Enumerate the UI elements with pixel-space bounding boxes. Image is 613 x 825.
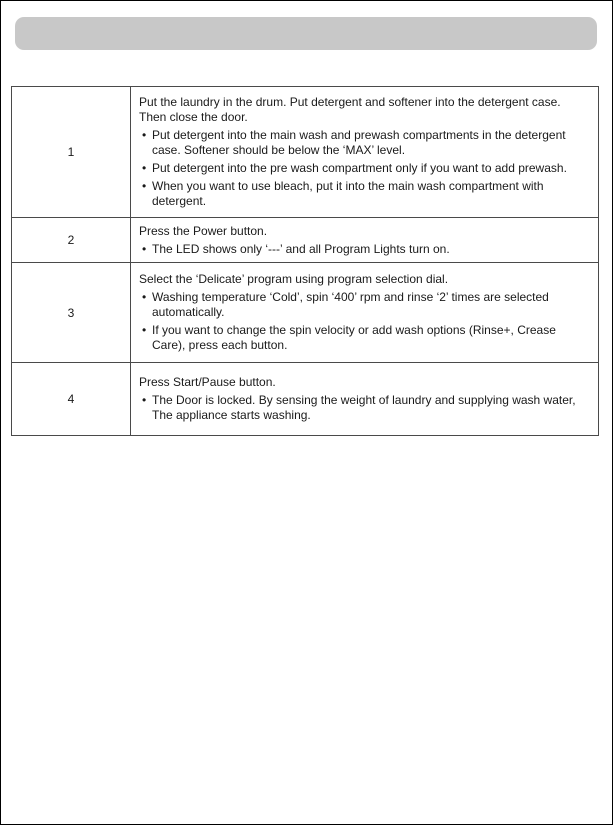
step-intro: Put the laundry in the drum. Put detergent and softener into the detergent case. Then close the door. [139,95,561,124]
step-bullet: • The Door is locked. By sensing the weight of laundry and supplying wash water, The appliance starts washing. [142,393,590,423]
step-number: 4 [12,363,131,436]
step-bullet-list [139,128,590,209]
step-intro: Press the Power button. [139,223,268,238]
step-intro: Press Start/Pause button. [139,375,276,389]
steps-table [11,86,599,436]
step-intro: Select the ‘Delicate’ program using program selection dial. [139,272,449,286]
step-bullet: • Washing temperature ‘Cold’, spin ‘400’ rpm and rinse ‘2’ times are selected automatically. [142,290,590,320]
step-bullet-list [139,393,590,423]
step-row [12,263,599,363]
step-bullet-list [139,290,590,353]
step-number: 1 [12,87,131,218]
step-number: 3 [12,263,131,363]
header-bar [15,17,597,50]
step-number: 2 [12,218,131,263]
step-bullet: • The LED shows only ‘---’ and all Program Lights turn on. [142,242,590,257]
step-bullet-list [139,242,590,257]
step-row [12,363,599,436]
step-description [131,263,599,363]
step-description [131,87,599,218]
step-row [12,218,599,263]
step-description [131,363,599,436]
step-bullet: • When you want to use bleach, put it into the main wash compartment with detergent. [142,179,590,209]
step-description [131,218,599,263]
step-bullet: • Put detergent into the pre wash compartment only if you want to add prewash. [142,161,590,176]
step-bullet: • Put detergent into the main wash and prewash compartments in the detergent case. Softener should be below the ‘MAX’ level. [142,128,590,158]
step-bullet: • If you want to change the spin velocity or add wash options (Rinse+, Crease Care), press each button. [142,323,590,353]
step-row [12,87,599,218]
